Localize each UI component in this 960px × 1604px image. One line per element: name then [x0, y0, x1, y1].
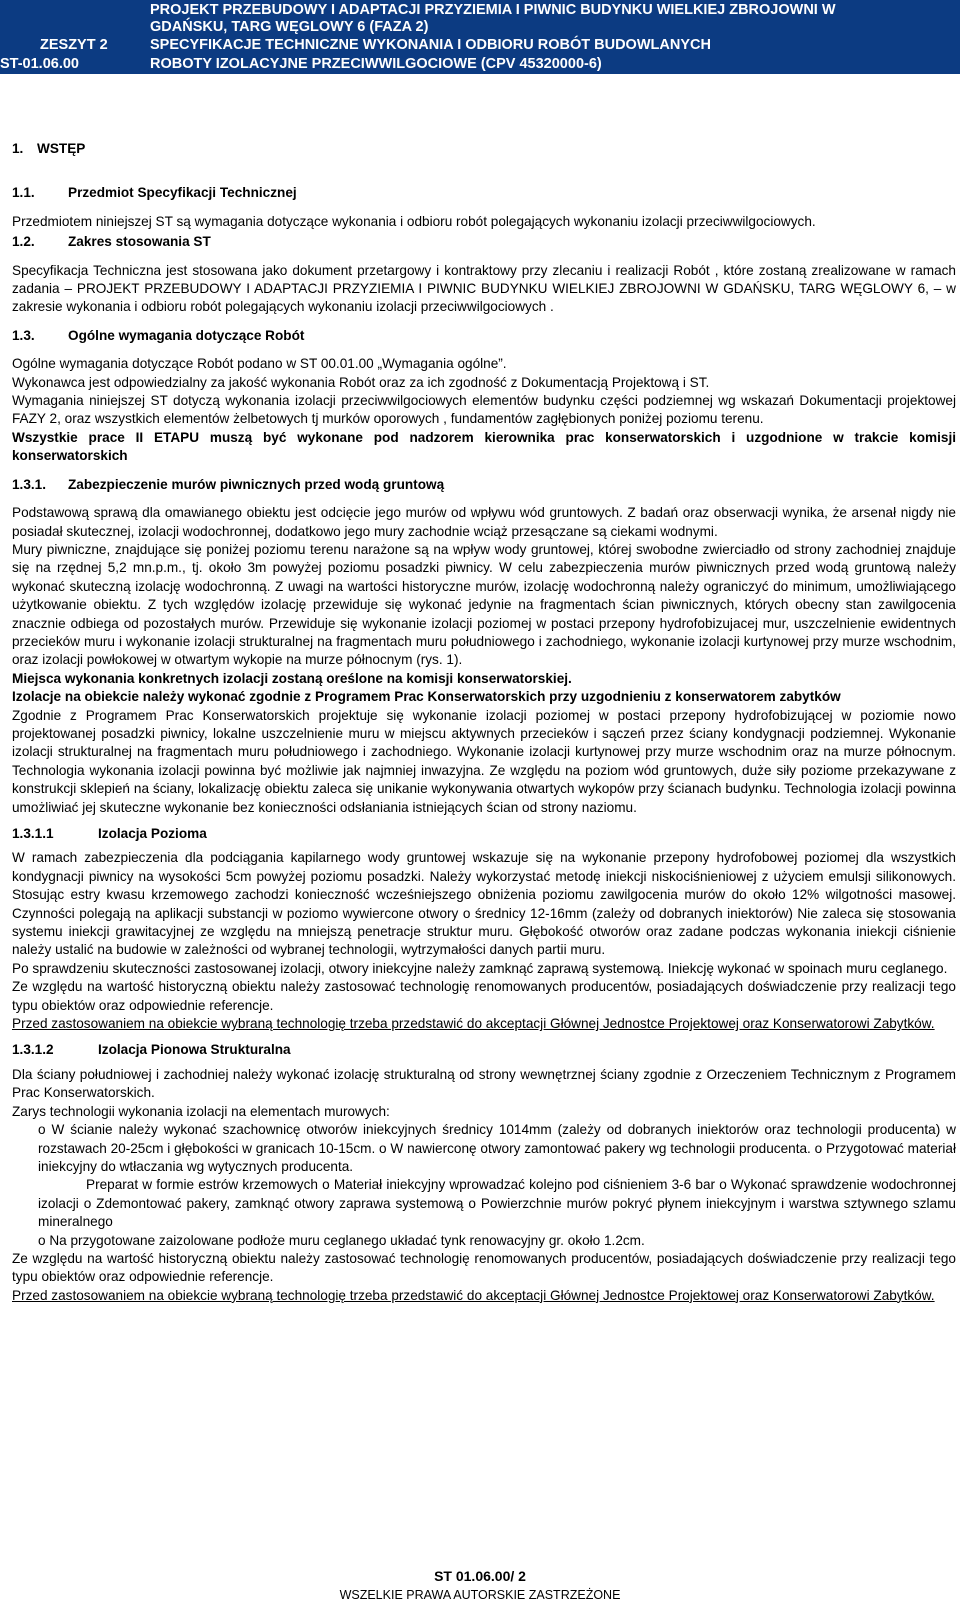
section-number: 1.3.1.1	[12, 826, 54, 841]
section-title: WSTĘP	[37, 141, 86, 156]
section-title: Izolacja Pionowa Strukturalna	[98, 1042, 291, 1058]
paragraph: Wykonawca jest odpowiedzialny za jakość wykonania Robót oraz za ich zgodność z Dokumentacją Projektową i ST.	[12, 374, 710, 390]
section-number: 1.	[12, 141, 24, 156]
paragraph: Podstawową sprawą dla omawianego obiektu jest odcięcie jego murów od wpływu wód gruntowych. Z badań oraz obserwacji wynika, że arsenał nigdy nie posiadał skutecznej, izolacji wodochronnej, dodatkowo jego mury zachodnie wciąż przesączane są ciekami wodnymi.	[12, 505, 956, 539]
header-project-title-1: PROJEKT PRZEBUDOWY I ADAPTACJI PRZYZIEMIA I PIWNIC BUDYNKU WIELKIEJ ZBROJOWNI W	[150, 2, 836, 18]
paragraph: Zgodnie z Programem Prac Konserwatorskich projektuje się wykonanie izolacji poziomej w postaci przepony hydrofobizującej w poziomie nowo projektowanej posadzki piwnicy, lokalne uszczelnienie muru w miejscu aktywnych przecieków i sączeń przez ściany kondygnacji podziemnej. Wykonanie izolacji strukturalnej na fragmentach muru południowego i zachodniego. Wykonanie izolacji kurtynowej przy murze wschodnim oraz na murze północnym. Technologia wykonania izolacji powinna być możliwie jak najmniej inwazyjna. Ze względu na poziom wód gruntowych, duże siły poziome przekazywane z konstrukcji sklepień na ściany, lokalizację obiektu zaleca się unikanie wykonywania otwartych wykopów przy ścianach budynku. Technologia izolacji powinna umożliwiać jej skuteczne wykonanie bez konieczności odsłaniania istniejących ścian od strony naziomu.	[12, 707, 956, 815]
paragraph: W ramach zabezpieczenia dla podciągania kapilarnego wody gruntowej wskazuje się na wykonanie przepony hydrofobowej poziomej dla wszystkich kondygnacji piwnicy na wysokości 5cm powyżej poziomu posadzki. Należy wykorzystać metodę iniekcji niskociśnieniowej z użyciem emulsji silikonowych. Stosując estry kwasu krzemowego zachodzi konieczność wcześniejszego obniżenia poziomu zawilgocenia murów do około 12% wilgotności masowej. Czynności polegają na aplikacji substancji w poziomo wywiercone otwory o średnicy 12-16mm (zależy od dobranych iniektorów) Nie zaleca się stosowania systemu iniekcji grawitacyjnej ze względu na mniejszą penetracje struktur muru. Głębokość otworów oraz zadane podczas wykonania iniekcji ciśnienie należy ustalić na budowie w zależności od wybranej technologii, wytrzymałości danych partii muru.	[12, 850, 956, 958]
section-number: 1.3.	[12, 327, 35, 343]
paragraph: Przedmiotem niniejszej ST są wymagania dotyczące wykonania i odbioru robót polegających wykonaniu izolacji przeciwwilgociowych.	[12, 213, 816, 229]
section-heading-1-3-1	[12, 476, 956, 494]
footer-page-number: ST 01.06.00/ 2	[434, 1568, 526, 1584]
paragraph: Zarys technologii wykonania izolacji na elementach murowych:	[12, 1103, 390, 1119]
paragraph: Ze względu na wartość historyczną obiektu należy zastosować technologię renomowanych producentów, posiadających doświadczenie przy realizacji tego typu obiektów oraz odpowiednie referencje.	[12, 979, 956, 1013]
list-paragraph: Preparat w formie estrów krzemowych o Materiał iniekcyjny wprowadzać kolejno pod ciśnieniem 3-6 bar o Wykonać sprawdzenie wodochronnej izolacji o Zdemontować pakery, zamknąć otwory zaprawa systemową o Powierzchnie murów pokryć płynem iniekcyjnym i warstwa sztywnego szlamu mineralnego	[38, 1177, 956, 1230]
section-title: Zabezpieczenie murów piwnicznych przed wodą gruntową	[68, 476, 445, 492]
section-heading-1-3	[12, 327, 956, 345]
section-heading-1	[12, 140, 956, 158]
paragraph: Wymagania niniejszej ST dotyczą wykonania izolacji przeciwwilgociowych elementów budynku części podziemnej wg wskazań Dokumentacji projektowej FAZY 2, oraz wszystkich elementów żelbetowych tj murków oporowych , fundamentów zagłębionych poniżej poziomu terenu.	[12, 393, 956, 427]
header-works-title: ROBOTY IZOLACYJNE PRZECIWWILGOCIOWE (CPV 45320000-6)	[150, 56, 602, 72]
paragraph-underlined: Przed zastosowaniem na obiekcie wybraną technologię trzeba przedstawić do akceptacji Głównej Jednostce Projektowej oraz Konserwatorowi Zabytków.	[12, 1287, 935, 1303]
section-heading-1-1	[12, 184, 956, 202]
paragraph: Ogólne wymagania dotyczące Robót podano w ST 00.01.00 „Wymagania ogólne”.	[12, 356, 507, 372]
header-project-title-2: GDAŃSKU, TARG WĘGLOWY 6 (FAZA 2)	[150, 19, 429, 35]
section-number: 1.3.1.	[12, 476, 47, 492]
paragraph: Po sprawdzeniu skuteczności zastosowanej izolacji, otwory iniekcyjne należy zamknąć zaprawą systemową. Iniekcję wykonać w spoinach muru ceglanego.	[12, 960, 948, 976]
header-volume: ZESZYT 2	[40, 37, 108, 53]
paragraph-bold: Wszystkie prace II ETAPU muszą być wykonane pod nadzorem kierownika prac konserwatorskich i uzgodnione w trakcie komisji konserwatorskich	[12, 429, 956, 464]
section-title: Izolacja Pozioma	[98, 826, 207, 841]
paragraph-bold: Miejsca wykonania konkretnych izolacji zostaną oreślone na komisji konserwatorskiej.	[12, 670, 572, 686]
header-spec-title: SPECYFIKACJE TECHNICZNE WYKONANIA I ODBIORU ROBÓT BUDOWLANYCH	[150, 37, 711, 53]
list-paragraph: o Na przygotowane zaizolowane podłoże muru ceglanego układać tynk renowacyjny gr. około 1.2cm.	[38, 1232, 645, 1248]
document-body	[12, 140, 956, 1305]
section-number: 1.2.	[12, 234, 35, 250]
section-title: Ogólne wymagania dotyczące Robót	[68, 327, 305, 343]
section-heading-1-2	[12, 233, 956, 251]
paragraph: Specyfikacja Techniczna jest stosowana jako dokument przetargowy i kontraktowy przy zlecaniu i realizacji Robót , które zostaną zrealizowane w ramach zadania – PROJEKT PRZEBUDOWY I ADAPTACJI PRZYZIEMIA I PIWNIC BUDYNKU WIELKIEJ ZBROJOWNI W GDAŃSKU, TARG WĘGLOWY 6, – w zakresie wykonania i odbioru robót polegających wykonaniu izolacji przeciwwilgociowych .	[12, 262, 956, 315]
section-number: 1.1.	[12, 185, 35, 201]
paragraph-underlined: Przed zastosowaniem na obiekcie wybraną technologię trzeba przedstawić do akceptacji Głównej Jednostce Projektowej oraz Konserwatorowi Zabytków.	[12, 1016, 935, 1032]
paragraph: Dla ściany południowej i zachodniej należy wykonać izolację strukturalną od strony wewnętrznej ściany zgodnie z Orzeczeniem Technicznym z Programem Prac Konserwatorskich.	[12, 1066, 956, 1101]
section-title: Zakres stosowania ST	[68, 234, 211, 250]
header-divider	[0, 74, 960, 76]
section-heading-1-3-1-2	[12, 1041, 956, 1059]
section-heading-1-3-1-1	[12, 825, 956, 843]
list-paragraph: o W ścianie należy wykonać szachownicę otworów iniekcyjnych średnicy 1014mm (zależy od dobranych iniektorów oraz technologii producenta) w rozstawach 20-25cm i głębokości w granicach 10-15cm. o W nawierconę otwory zamontować pakery wg technologii producenta. o Przygotować materiał iniekcyjny do wtłaczania wg wytycznych producenta.	[38, 1122, 956, 1174]
paragraph: Ze względu na wartość historyczną obiektu należy zastosować technologię renomowanych producentów, posiadających doświadczenie przy realizacji tego typu obiektów oraz odpowiednie referencje.	[12, 1250, 956, 1285]
paragraph: Mury piwniczne, znajdujące się poniżej poziomu terenu narażone są na wpływ wody gruntowej, której swobodne zwierciadło od strony zachodniej znajduje się na rzędnej 5,2 mn.p.m., tj. około 3m powyżej poziomu posadzki piwnicy. W celu zabezpieczenia murów piwnicznych przed wodą gruntową należy wykonać skuteczną izolację wodochronną. Z uwagi na wartości historyczne murów, izolację wodochronną należy ograniczyć do minimum, umożliwiającego użytkowanie obiektu. Z tych względów izolację przewiduje się wykonać jedynie na fragmentach ścian piwnicznych, których obecny stan zawilgocenia znacznie odbiega od pozostałych murów. Przewiduje się wykonanie izolacji poziomej w postaci przepony hydrofobizujacej mur, uszczelnienie ewidentnych przecieków muru i wykonanie izolacji strukturalnej na fragmentach muru południowego i zachodniego, wykonanie izolacji kurtynowej przy murze wschodnim, oraz izolacji powłokowej w otwartym wykopie na murze północnym (rys. 1).	[12, 541, 956, 668]
header-spec-code: ST-01.06.00	[0, 56, 79, 72]
footer-copyright: WSZELKIE PRAWA AUTORSKIE ZASTRZEŻONE	[339, 1588, 621, 1602]
document-header	[0, 0, 960, 76]
section-number: 1.3.1.2	[12, 1042, 54, 1058]
section-title: Przedmiot Specyfikacji Technicznej	[68, 185, 297, 201]
paragraph-bold: Izolacje na obiekcie należy wykonać zgodnie z Programem Prac Konserwatorskich przy uzgodnieniu z konserwatorem zabytków	[12, 689, 841, 705]
